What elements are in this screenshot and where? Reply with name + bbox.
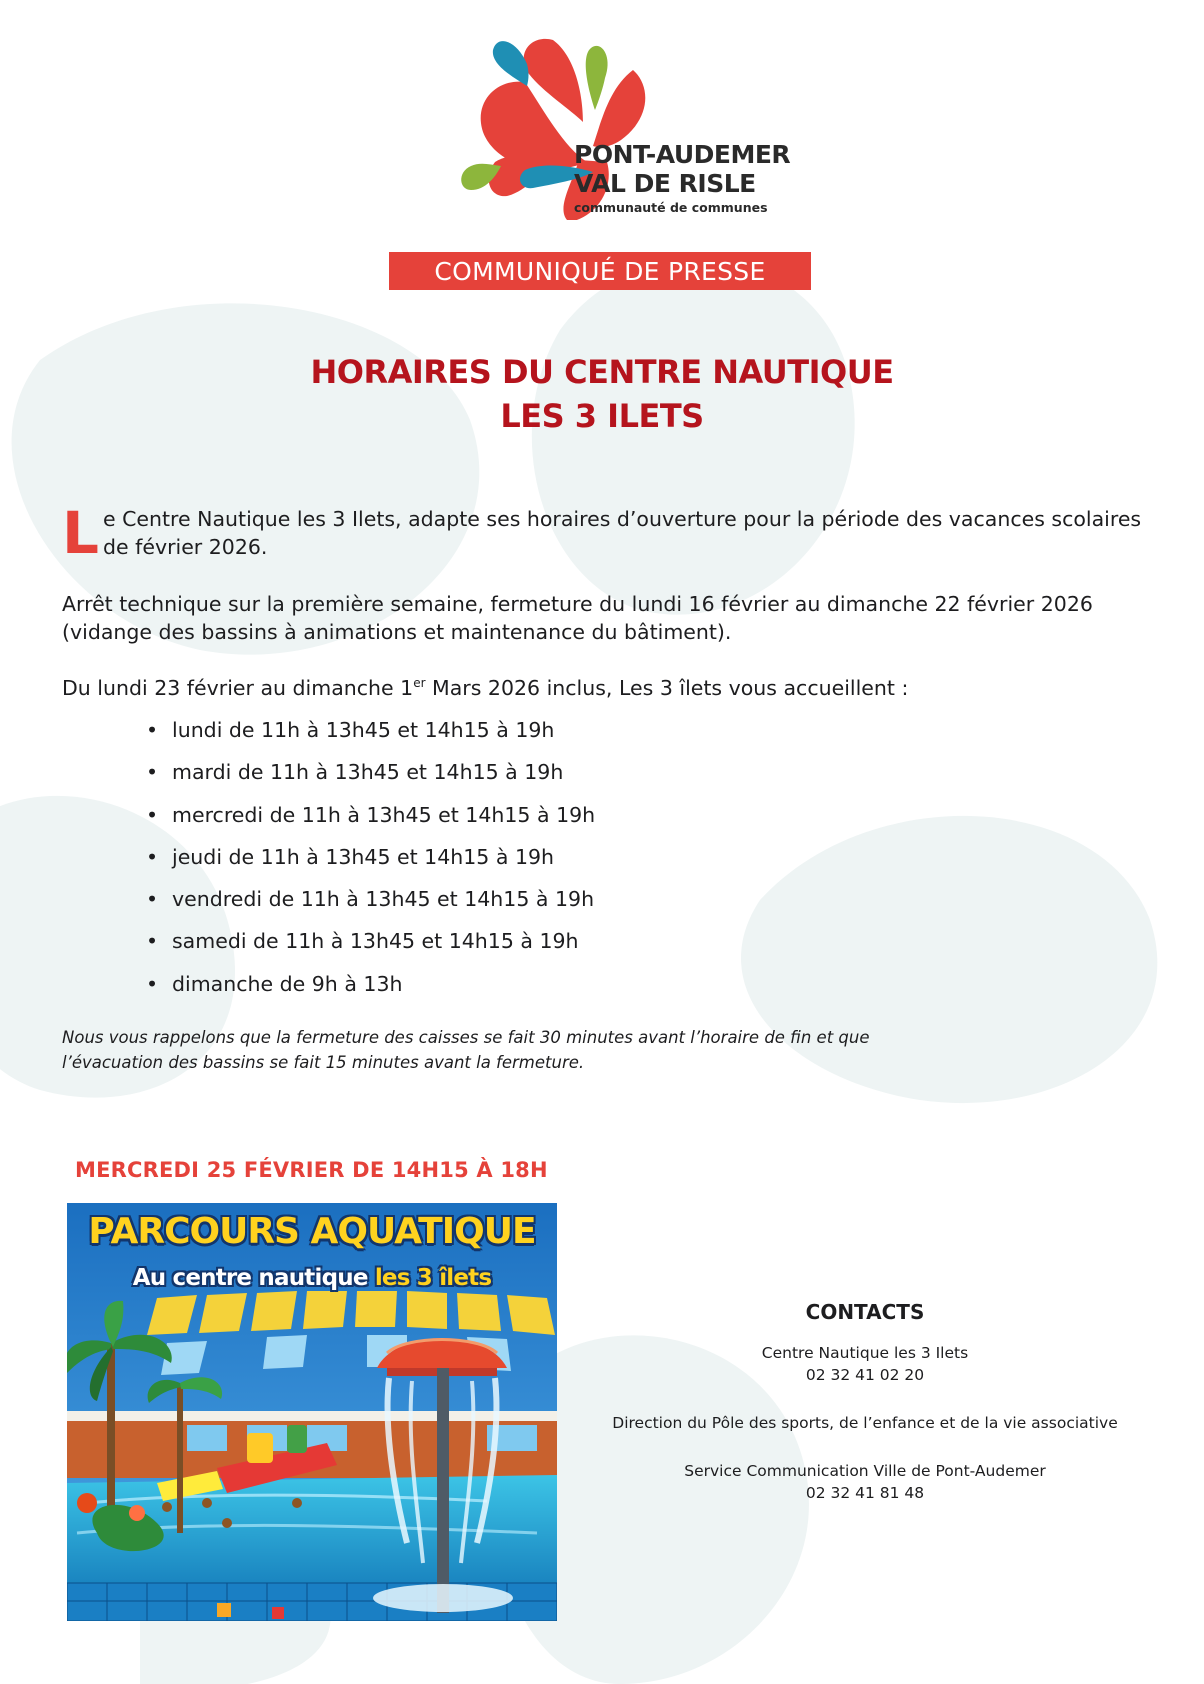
hours-monday: lundi de 11h à 13h45 et 14h15 à 19h (172, 718, 555, 742)
note-line-1: Nous vous rappelons que la fermeture des caisses se fait 30 minutes avant l’horaire de fin et que (62, 1028, 870, 1047)
intro-paragraph (62, 499, 1142, 567)
title-line-1: HORAIRES DU CENTRE NAUTIQUE (310, 353, 894, 391)
note-line-2: l’évacuation des bassins se fait 15 minutes avant la fermeture. (62, 1053, 585, 1072)
hours-saturday: samedi de 11h à 13h45 et 14h15 à 19h (172, 929, 579, 954)
logo-line-3: communauté de communes (574, 200, 768, 215)
closing-note (62, 1025, 1062, 1075)
logo-wordmark (574, 140, 804, 215)
press-release-banner: COMMUNIQUÉ DE PRESSE (389, 252, 811, 290)
opening-hours-list (140, 716, 840, 1012)
bullet-icon: • (146, 844, 159, 869)
opening-paragraph (62, 674, 1152, 702)
contact-2-name: Direction du Pôle des sports, de l’enfance et de la vie associative (612, 1414, 1118, 1432)
hours-friday: vendredi de 11h à 13h45 et 14h15 à 19h (172, 887, 595, 912)
list-item (140, 801, 840, 843)
drop-cap: L (62, 499, 99, 567)
bullet-icon: • (146, 760, 159, 785)
list-item (140, 758, 840, 800)
bullet-icon: • (146, 929, 159, 954)
opening-superscript: er (413, 676, 426, 690)
logo-line-2: VAL DE RISLE (574, 169, 756, 198)
contacts-title: CONTACTS (805, 1300, 925, 1324)
poster-title: PARCOURS AQUATIQUE (88, 1211, 536, 1252)
list-item (140, 970, 840, 1012)
closure-paragraph: Arrêt technique sur la première semaine, fermeture du lundi 16 février au dimanche 22 février 2026 (vidange des bassins à animations et maintenance du bâtiment). (62, 592, 1093, 644)
event-poster (67, 1203, 557, 1621)
poster-subtitle-main: Au centre nautique (132, 1265, 375, 1291)
list-item (140, 927, 840, 969)
hours-thursday: jeudi de 11h à 13h45 et 14h15 à 19h (172, 844, 555, 869)
poster-subtitle-highlight: les 3 îlets (374, 1265, 492, 1291)
opening-text-start: Du lundi 23 février au dimanche 1 (62, 676, 414, 700)
hours-tuesday: mardi de 11h à 13h45 et 14h15 à 19h (172, 760, 564, 785)
contact-1-name: Centre Nautique les 3 Ilets (761, 1344, 969, 1362)
event-date: MERCREDI 25 FÉVRIER DE 14H15 À 18H (75, 1158, 548, 1182)
bullet-icon: • (146, 802, 159, 827)
hours-sunday: dimanche de 9h à 13h (172, 971, 403, 996)
list-item (140, 843, 840, 885)
contact-3-name: Service Communication Ville de Pont-Audemer (684, 1462, 1046, 1480)
poster-subtitle (67, 1265, 557, 1291)
hours-wednesday: mercredi de 11h à 13h45 et 14h15 à 19h (172, 802, 596, 827)
page-title (0, 350, 1204, 438)
bullet-icon: • (146, 887, 159, 912)
contact-1-phone[interactable]: 02 32 41 02 20 (805, 1366, 925, 1384)
bullet-icon: • (146, 718, 159, 742)
list-item (140, 885, 840, 927)
contacts-section (585, 1300, 1145, 1504)
contact-3-phone[interactable]: 02 32 41 81 48 (805, 1484, 925, 1502)
list-item (140, 716, 840, 758)
opening-text-end: Mars 2026 inclus, Les 3 îlets vous accueillent : (425, 676, 909, 700)
bullet-icon: • (146, 971, 159, 996)
logo-line-1: PONT-AUDEMER (574, 140, 791, 169)
intro-text: e Centre Nautique les 3 Ilets, adapte ses horaires d’ouverture pour la période des vacances scolaires de février 2026. (102, 507, 1142, 559)
title-line-2: LES 3 ILETS (500, 397, 704, 435)
